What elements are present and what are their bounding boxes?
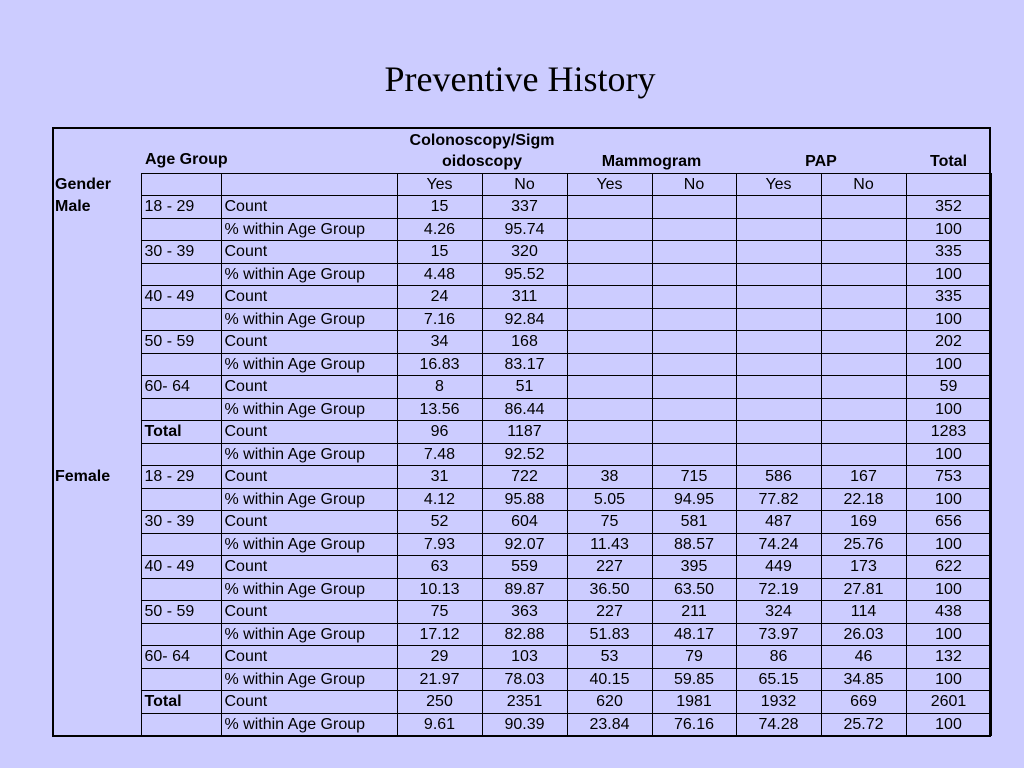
mammogram-yes-cell (567, 331, 652, 354)
colonoscopy-no-cell: 168 (482, 331, 567, 354)
header-row (52, 127, 991, 173)
colonoscopy-yes-cell: 7.16 (397, 308, 482, 331)
pap-yes-cell: 73.97 (736, 623, 821, 646)
age-group-cell: 30 - 39 (141, 241, 221, 264)
age-group-cell: 60- 64 (141, 646, 221, 669)
colonoscopy-no-cell: 363 (482, 601, 567, 624)
age-group-cell (141, 263, 221, 286)
table-row (52, 466, 991, 489)
age-group-cell: Total (141, 691, 221, 714)
gender-label (52, 668, 141, 691)
subheader-col-no: No (482, 173, 567, 196)
age-group-cell: 40 - 49 (141, 286, 221, 309)
statistic-cell: % within Age Group (221, 668, 397, 691)
mammogram-yes-cell (567, 241, 652, 264)
total-cell: 438 (906, 601, 991, 624)
gender-label (52, 646, 141, 669)
pap-no-cell (821, 421, 906, 444)
mammogram-no-cell: 76.16 (652, 713, 736, 736)
mammogram-no-cell: 63.50 (652, 578, 736, 601)
header-total: Total (929, 152, 968, 170)
pap-no-cell (821, 241, 906, 264)
mammogram-no-cell (652, 286, 736, 309)
mammogram-no-cell (652, 241, 736, 264)
mammogram-yes-cell (567, 398, 652, 421)
pap-no-cell (821, 443, 906, 466)
colonoscopy-no-cell: 103 (482, 646, 567, 669)
pap-yes-cell: 65.15 (736, 668, 821, 691)
statistic-cell: % within Age Group (221, 533, 397, 556)
gender-label (52, 443, 141, 466)
pap-yes-cell (736, 398, 821, 421)
age-group-cell: 30 - 39 (141, 511, 221, 534)
statistic-cell: % within Age Group (221, 308, 397, 331)
mammogram-yes-cell: 23.84 (567, 713, 652, 736)
header-colonoscopy (397, 127, 567, 173)
pap-yes-cell (736, 376, 821, 399)
pap-no-cell: 34.85 (821, 668, 906, 691)
colonoscopy-yes-cell: 4.12 (397, 488, 482, 511)
pap-no-cell (821, 308, 906, 331)
mammogram-yes-cell: 53 (567, 646, 652, 669)
gender-label (52, 713, 141, 736)
total-cell: 59 (906, 376, 991, 399)
statistic-cell: % within Age Group (221, 488, 397, 511)
statistic-cell: Count (221, 331, 397, 354)
mammogram-no-cell: 59.85 (652, 668, 736, 691)
colonoscopy-yes-cell: 4.48 (397, 263, 482, 286)
total-cell: 753 (906, 466, 991, 489)
mammogram-yes-cell (567, 421, 652, 444)
mammogram-yes-cell: 620 (567, 691, 652, 714)
statistic-cell: % within Age Group (221, 623, 397, 646)
gender-label (52, 533, 141, 556)
mammogram-no-cell: 94.95 (652, 488, 736, 511)
table-row (52, 286, 991, 309)
pap-yes-cell: 586 (736, 466, 821, 489)
statistic-cell: Count (221, 511, 397, 534)
pap-no-cell: 25.72 (821, 713, 906, 736)
mammogram-yes-cell (567, 353, 652, 376)
table-row (52, 533, 991, 556)
mammogram-yes-cell: 11.43 (567, 533, 652, 556)
pap-yes-cell: 86 (736, 646, 821, 669)
age-group-cell (141, 398, 221, 421)
subheader-row (52, 173, 991, 196)
total-cell: 100 (906, 443, 991, 466)
total-cell: 202 (906, 331, 991, 354)
colonoscopy-no-cell: 95.52 (482, 263, 567, 286)
mammogram-yes-cell: 227 (567, 601, 652, 624)
header-colonoscopy-line1: Colonoscopy/Sigm (409, 131, 555, 149)
mammogram-no-cell (652, 353, 736, 376)
gender-label: Female (55, 468, 111, 486)
mammogram-yes-cell (567, 286, 652, 309)
colonoscopy-no-cell: 90.39 (482, 713, 567, 736)
total-cell: 656 (906, 511, 991, 534)
table-row (52, 196, 991, 219)
table-row (52, 263, 991, 286)
mammogram-no-cell (652, 376, 736, 399)
statistic-cell: Count (221, 646, 397, 669)
mammogram-no-cell (652, 218, 736, 241)
colonoscopy-no-cell: 92.07 (482, 533, 567, 556)
preventive-history-table (52, 127, 992, 736)
subheader-pap-yes: Yes (736, 173, 821, 196)
gender-label (52, 241, 141, 264)
subheader-empty (221, 173, 397, 196)
mammogram-yes-cell: 38 (567, 466, 652, 489)
colonoscopy-no-cell: 86.44 (482, 398, 567, 421)
total-cell: 335 (906, 241, 991, 264)
pap-yes-cell (736, 308, 821, 331)
age-group-cell (141, 488, 221, 511)
statistic-cell: Count (221, 466, 397, 489)
total-cell: 622 (906, 556, 991, 579)
gender-label (52, 218, 141, 241)
header-colonoscopy-line2: oidoscopy (441, 152, 522, 170)
pap-yes-cell (736, 241, 821, 264)
age-group-cell: 50 - 59 (141, 601, 221, 624)
colonoscopy-no-cell: 320 (482, 241, 567, 264)
total-cell: 2601 (906, 691, 991, 714)
colonoscopy-yes-cell: 24 (397, 286, 482, 309)
pap-no-cell: 669 (821, 691, 906, 714)
colonoscopy-no-cell: 82.88 (482, 623, 567, 646)
pap-yes-cell: 74.24 (736, 533, 821, 556)
statistic-cell: Count (221, 286, 397, 309)
subheader-mam-yes: Yes (567, 173, 652, 196)
subheader-empty (141, 173, 221, 196)
colonoscopy-yes-cell: 75 (397, 601, 482, 624)
statistic-cell: Count (221, 196, 397, 219)
table-row (52, 443, 991, 466)
mammogram-yes-cell (567, 196, 652, 219)
table-row (52, 646, 991, 669)
colonoscopy-no-cell: 92.84 (482, 308, 567, 331)
mammogram-no-cell: 211 (652, 601, 736, 624)
total-cell: 100 (906, 623, 991, 646)
total-cell: 100 (906, 533, 991, 556)
gender-label: Male (55, 198, 91, 216)
mammogram-yes-cell: 75 (567, 511, 652, 534)
pap-yes-cell (736, 218, 821, 241)
pap-yes-cell (736, 443, 821, 466)
gender-label (52, 488, 141, 511)
pap-no-cell: 173 (821, 556, 906, 579)
mammogram-yes-cell: 5.05 (567, 488, 652, 511)
age-group-cell (141, 443, 221, 466)
colonoscopy-yes-cell: 15 (397, 196, 482, 219)
mammogram-yes-cell: 36.50 (567, 578, 652, 601)
pap-yes-cell: 1932 (736, 691, 821, 714)
colonoscopy-yes-cell: 4.26 (397, 218, 482, 241)
mammogram-yes-cell: 51.83 (567, 623, 652, 646)
age-group-cell: 40 - 49 (141, 556, 221, 579)
pap-no-cell (821, 376, 906, 399)
mammogram-no-cell (652, 263, 736, 286)
colonoscopy-no-cell: 559 (482, 556, 567, 579)
gender-label (52, 691, 141, 714)
gender-label (52, 286, 141, 309)
header-gender: Gender (55, 175, 112, 193)
colonoscopy-no-cell: 311 (482, 286, 567, 309)
table-row (52, 623, 991, 646)
total-cell: 100 (906, 218, 991, 241)
pap-no-cell (821, 353, 906, 376)
table-row (52, 556, 991, 579)
statistic-cell: % within Age Group (221, 578, 397, 601)
age-group-cell (141, 533, 221, 556)
age-group-cell (141, 308, 221, 331)
statistic-cell: Count (221, 691, 397, 714)
colonoscopy-no-cell: 92.52 (482, 443, 567, 466)
age-group-cell: 60- 64 (141, 376, 221, 399)
table-row (52, 713, 991, 736)
mammogram-no-cell (652, 421, 736, 444)
pap-yes-cell: 324 (736, 601, 821, 624)
colonoscopy-no-cell: 604 (482, 511, 567, 534)
gender-label (52, 421, 141, 444)
statistic-cell: Count (221, 556, 397, 579)
mammogram-no-cell: 1981 (652, 691, 736, 714)
mammogram-yes-cell: 227 (567, 556, 652, 579)
pap-no-cell: 46 (821, 646, 906, 669)
pap-no-cell (821, 398, 906, 421)
total-cell: 100 (906, 263, 991, 286)
statistic-cell: % within Age Group (221, 443, 397, 466)
gender-label (52, 601, 141, 624)
subheader-pap-no: No (821, 173, 906, 196)
table-row (52, 218, 991, 241)
statistic-cell: % within Age Group (221, 398, 397, 421)
gender-label (52, 331, 141, 354)
colonoscopy-no-cell: 83.17 (482, 353, 567, 376)
mammogram-yes-cell (567, 376, 652, 399)
colonoscopy-yes-cell: 10.13 (397, 578, 482, 601)
table-row (52, 398, 991, 421)
total-cell: 100 (906, 578, 991, 601)
pap-yes-cell (736, 196, 821, 219)
table-row (52, 331, 991, 354)
pap-yes-cell (736, 421, 821, 444)
gender-label (52, 578, 141, 601)
mammogram-yes-cell: 40.15 (567, 668, 652, 691)
colonoscopy-no-cell: 95.88 (482, 488, 567, 511)
header-pap: PAP (805, 152, 837, 170)
colonoscopy-no-cell: 337 (482, 196, 567, 219)
subheader-col-yes: Yes (397, 173, 482, 196)
subheader-empty (906, 173, 991, 196)
header-mammogram: Mammogram (601, 152, 702, 170)
pap-yes-cell: 72.19 (736, 578, 821, 601)
mammogram-yes-cell (567, 443, 652, 466)
mammogram-no-cell: 48.17 (652, 623, 736, 646)
pap-no-cell (821, 218, 906, 241)
colonoscopy-yes-cell: 21.97 (397, 668, 482, 691)
pap-no-cell (821, 331, 906, 354)
total-cell: 352 (906, 196, 991, 219)
total-cell: 100 (906, 713, 991, 736)
colonoscopy-yes-cell: 16.83 (397, 353, 482, 376)
pap-no-cell (821, 196, 906, 219)
gender-label (52, 308, 141, 331)
total-cell: 100 (906, 353, 991, 376)
mammogram-no-cell (652, 196, 736, 219)
colonoscopy-yes-cell: 17.12 (397, 623, 482, 646)
total-cell: 100 (906, 398, 991, 421)
age-group-cell (141, 578, 221, 601)
mammogram-no-cell: 581 (652, 511, 736, 534)
gender-label (52, 511, 141, 534)
mammogram-no-cell: 79 (652, 646, 736, 669)
table-row (52, 511, 991, 534)
header-age-group: Age Group (145, 150, 228, 168)
colonoscopy-yes-cell: 7.93 (397, 533, 482, 556)
pap-no-cell: 26.03 (821, 623, 906, 646)
gender-label (52, 623, 141, 646)
colonoscopy-no-cell: 722 (482, 466, 567, 489)
table-row (52, 308, 991, 331)
statistic-cell: Count (221, 376, 397, 399)
age-group-cell (141, 353, 221, 376)
colonoscopy-no-cell: 1187 (482, 421, 567, 444)
colonoscopy-yes-cell: 96 (397, 421, 482, 444)
table-row (52, 488, 991, 511)
table-row (52, 601, 991, 624)
table-row (52, 691, 991, 714)
statistic-cell: Count (221, 241, 397, 264)
gender-label (52, 556, 141, 579)
pap-yes-cell: 487 (736, 511, 821, 534)
pap-yes-cell (736, 353, 821, 376)
total-cell: 100 (906, 488, 991, 511)
gender-label (52, 263, 141, 286)
colonoscopy-yes-cell: 15 (397, 241, 482, 264)
mammogram-no-cell: 715 (652, 466, 736, 489)
colonoscopy-yes-cell: 9.61 (397, 713, 482, 736)
total-cell: 100 (906, 308, 991, 331)
total-cell: 1283 (906, 421, 991, 444)
age-group-cell: Total (141, 421, 221, 444)
age-group-cell (141, 218, 221, 241)
mammogram-no-cell (652, 443, 736, 466)
mammogram-no-cell (652, 331, 736, 354)
pap-no-cell: 169 (821, 511, 906, 534)
colonoscopy-no-cell: 51 (482, 376, 567, 399)
age-group-cell: 18 - 29 (141, 466, 221, 489)
table-row (52, 421, 991, 444)
pap-yes-cell (736, 263, 821, 286)
age-group-cell: 18 - 29 (141, 196, 221, 219)
total-cell: 100 (906, 668, 991, 691)
colonoscopy-yes-cell: 29 (397, 646, 482, 669)
mammogram-yes-cell (567, 263, 652, 286)
table-row (52, 668, 991, 691)
pap-no-cell: 27.81 (821, 578, 906, 601)
statistic-cell: % within Age Group (221, 353, 397, 376)
table-row (52, 578, 991, 601)
pap-no-cell: 25.76 (821, 533, 906, 556)
mammogram-yes-cell (567, 218, 652, 241)
statistic-cell: % within Age Group (221, 263, 397, 286)
pap-no-cell: 167 (821, 466, 906, 489)
statistic-cell: Count (221, 601, 397, 624)
colonoscopy-yes-cell: 7.48 (397, 443, 482, 466)
table-row (52, 353, 991, 376)
slide-title: Preventive History (384, 59, 656, 99)
colonoscopy-no-cell: 2351 (482, 691, 567, 714)
colonoscopy-no-cell: 95.74 (482, 218, 567, 241)
age-group-cell (141, 713, 221, 736)
header-spacer (52, 127, 141, 173)
total-cell: 335 (906, 286, 991, 309)
colonoscopy-no-cell: 89.87 (482, 578, 567, 601)
gender-label (52, 353, 141, 376)
pap-yes-cell: 449 (736, 556, 821, 579)
colonoscopy-yes-cell: 63 (397, 556, 482, 579)
table-row (52, 241, 991, 264)
subheader-mam-no: No (652, 173, 736, 196)
colonoscopy-yes-cell: 34 (397, 331, 482, 354)
age-group-cell (141, 623, 221, 646)
mammogram-no-cell (652, 308, 736, 331)
gender-label (52, 376, 141, 399)
pap-no-cell: 22.18 (821, 488, 906, 511)
pap-yes-cell (736, 286, 821, 309)
colonoscopy-yes-cell: 8 (397, 376, 482, 399)
colonoscopy-yes-cell: 13.56 (397, 398, 482, 421)
pap-yes-cell: 74.28 (736, 713, 821, 736)
statistic-cell: % within Age Group (221, 218, 397, 241)
mammogram-no-cell: 395 (652, 556, 736, 579)
pap-yes-cell (736, 331, 821, 354)
age-group-cell (141, 668, 221, 691)
pap-yes-cell: 77.82 (736, 488, 821, 511)
age-group-cell: 50 - 59 (141, 331, 221, 354)
pap-no-cell: 114 (821, 601, 906, 624)
statistic-cell: Count (221, 421, 397, 444)
colonoscopy-yes-cell: 52 (397, 511, 482, 534)
pap-no-cell (821, 286, 906, 309)
colonoscopy-yes-cell: 250 (397, 691, 482, 714)
mammogram-no-cell (652, 398, 736, 421)
pap-no-cell (821, 263, 906, 286)
gender-label (52, 398, 141, 421)
mammogram-no-cell: 88.57 (652, 533, 736, 556)
colonoscopy-no-cell: 78.03 (482, 668, 567, 691)
total-cell: 132 (906, 646, 991, 669)
table-row (52, 376, 991, 399)
mammogram-yes-cell (567, 308, 652, 331)
colonoscopy-yes-cell: 31 (397, 466, 482, 489)
statistic-cell: % within Age Group (221, 713, 397, 736)
